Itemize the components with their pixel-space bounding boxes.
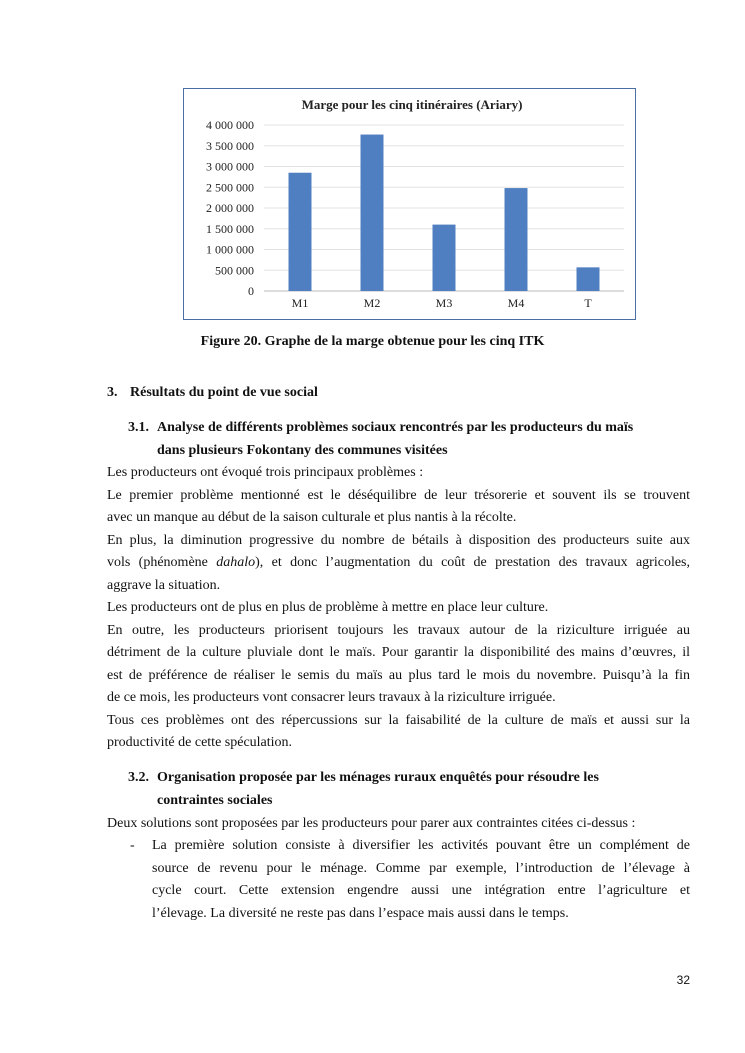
- paragraph-line: avec un manque au début de la saison culturale et plus nantis à la récolte.: [107, 510, 517, 525]
- y-tick-label: 1 500 000: [206, 221, 254, 236]
- paragraph-line: est de préférence de réaliser le semis du maïs au plus tard le mois du novembre. Puisqu’à la fin: [107, 668, 690, 683]
- bar-m3: [433, 225, 456, 291]
- paragraph-line: détriment de la culture pluviale dont le maïs. Pour garantir la disponibilité des mains d’œuvres, il: [107, 645, 690, 660]
- page-number: 32: [676, 973, 690, 987]
- italic-term: dahalo: [216, 555, 256, 570]
- paragraph-line: [107, 552, 690, 575]
- text-run: vols (phénomène: [107, 555, 217, 570]
- y-tick-label: 2 000 000: [206, 201, 254, 215]
- bar-m4: [505, 188, 528, 291]
- paragraph-line: Les producteurs ont évoqué trois principaux problèmes :: [107, 465, 424, 480]
- text-run: ), et donc l’augmentation du coût de prestation des travaux agricoles,: [255, 555, 691, 570]
- paragraph-line: aggrave la situation.: [107, 578, 221, 593]
- y-tick-label: 0: [248, 284, 254, 298]
- x-tick-label: M2: [363, 296, 381, 310]
- paragraph-line: productivité de cette spéculation.: [107, 735, 293, 750]
- paragraph-line: Tous ces problèmes ont des répercussions sur la faisabilité de la culture de maïs et aussi sur la: [107, 713, 690, 728]
- subsection-title-line1: Organisation proposée par les ménages ruraux enquêtés pour résoudre les: [157, 770, 599, 785]
- paragraph-line: En plus, la diminution progressive du nombre de bétails à disposition des producteurs suite aux: [107, 533, 690, 548]
- section-title: Résultats du point de vue social: [130, 385, 318, 400]
- y-tick-label: 500 000: [215, 263, 254, 278]
- bullet-line: cycle court. Cette extension engendre aussi une intégration entre l’agriculture et: [152, 883, 690, 898]
- subsection-title-line2: contraintes sociales: [157, 793, 273, 808]
- bullet-line: l’élevage. La diversité ne reste pas dans l’espace mais aussi dans le temps.: [152, 906, 569, 921]
- x-tick-label: M3: [435, 296, 453, 310]
- y-tick-label: 3 000 000: [206, 159, 254, 174]
- subsection-number: 3.2.: [128, 770, 149, 785]
- paragraph-line: En outre, les producteurs priorisent toujours les travaux autour de la riziculture irriguée au: [107, 623, 690, 638]
- bar-m2: [361, 135, 384, 291]
- bar-chart: [184, 89, 637, 321]
- paragraph-line: Le premier problème mentionné est le déséquilibre de leur trésorerie et souvent ils se trouvent: [107, 488, 690, 503]
- subsection-number: 3.1.: [128, 420, 149, 435]
- y-tick-label: 1 000 000: [206, 242, 254, 257]
- paragraph-line: de ce mois, les producteurs vont consacrer leurs travaux à la riziculture irriguée.: [107, 690, 556, 705]
- bullet-marker: -: [130, 838, 135, 853]
- x-tick-label: M4: [507, 296, 525, 310]
- subsection-title-line2: dans plusieurs Fokontany des communes visitées: [157, 443, 448, 458]
- bar-t: [577, 267, 600, 291]
- x-tick-label: T: [584, 296, 592, 310]
- subsection-title-line1: Analyse de différents problèmes sociaux rencontrés par les producteurs du maïs: [157, 420, 634, 435]
- chart-frame: [183, 88, 636, 320]
- y-tick-label: 3 500 000: [206, 138, 254, 153]
- y-tick-label: 4 000 000: [206, 118, 254, 132]
- bar-m1: [289, 173, 312, 291]
- chart-title: Marge pour les cinq itinéraires (Ariary): [301, 97, 523, 112]
- y-tick-label: 2 500 000: [206, 180, 254, 195]
- paragraph-line: Les producteurs ont de plus en plus de problème à mettre en place leur culture.: [107, 600, 549, 615]
- bullet-line: source de revenu pour le ménage. Comme par exemple, l’introduction de l’élevage à: [152, 861, 690, 876]
- bullet-line: La première solution consiste à diversifier les activités pouvant être un complément de: [152, 838, 690, 853]
- figure-caption: Figure 20. Graphe de la marge obtenue pour les cinq ITK: [200, 334, 545, 349]
- x-tick-label: M1: [291, 296, 309, 310]
- section-number: 3.: [107, 385, 118, 400]
- paragraph-line: Deux solutions sont proposées par les producteurs pour parer aux contraintes citées ci-dessus :: [107, 816, 636, 831]
